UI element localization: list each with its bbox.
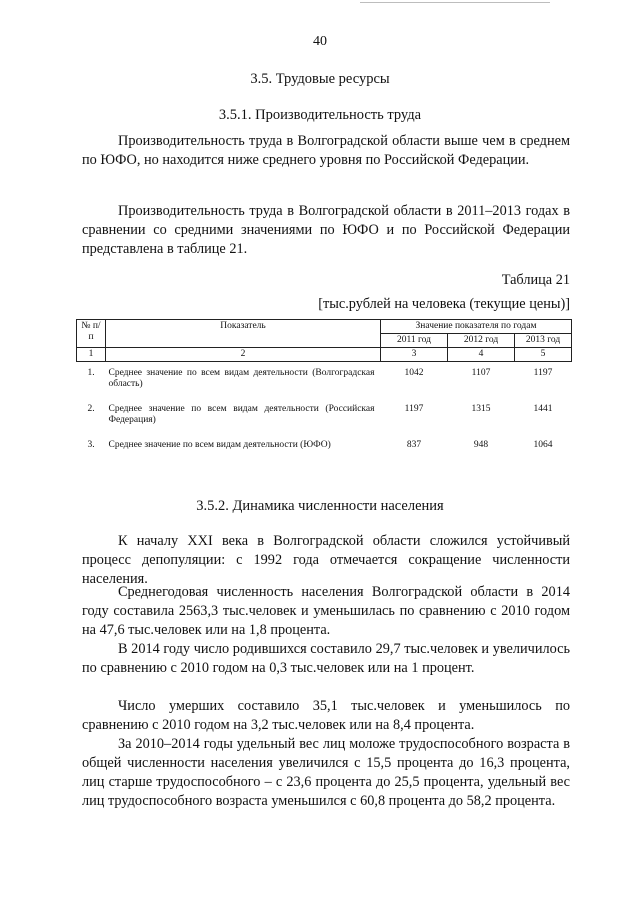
row-indicator: Среднее значение по всем видам деятельности (Волгоградская область) xyxy=(108,368,375,389)
paragraph: Производительность труда в Волгоградской области выше чем в среднем по ЮФО, но находится ниже среднего уровня по Российской Федерации. xyxy=(82,133,570,168)
header-col-no: № п/п xyxy=(77,320,106,348)
productivity-table xyxy=(76,319,572,459)
paragraph: За 2010–2014 годы удельный вес лиц моложе трудоспособного возраста в общей численности населения увеличился с 15,5 процента до 16,3 процента, лиц старше трудоспособного – с 23,6 процента до 25,5 процента, удельный вес лиц трудоспособного возраста уменьшился с 60,8 процента до 58,2 процента. xyxy=(82,736,570,809)
row-indicator: Среднее значение по всем видам деятельности (ЮФО) xyxy=(108,440,331,450)
row-value: 1315 xyxy=(471,404,491,414)
row-number: 2. xyxy=(87,404,95,414)
paragraph: Производительность труда в Волгоградской области в 2011–2013 годах в сравнении со средними значениями по ЮФО и по Российской Федерации представлена в таблице 21. xyxy=(82,203,570,257)
row-indicator: Среднее значение по всем видам деятельности (Российская Федерация) xyxy=(108,404,375,425)
page-number: 40 xyxy=(313,34,327,49)
column-number: 3 xyxy=(381,348,448,362)
row-value: 1107 xyxy=(471,368,491,378)
subsection-title-population: 3.5.2. Динамика численности населения xyxy=(196,498,444,514)
column-number-row xyxy=(77,348,572,362)
paragraph: К началу XXI века в Волгоградской области сложился устойчивый процесс депопуляции: с 1992 года отмечается сокращение численности населения. xyxy=(82,533,570,587)
row-number: 3. xyxy=(87,440,95,450)
paragraph: В 2014 году число родившихся составило 29,7 тыс.человек и увеличилось по сравнению с 2010 годом на 0,3 тыс.человек или на 1 процент. xyxy=(82,641,570,676)
paragraph: Число умерших составило 35,1 тыс.человек и уменьшилось по сравнению с 2010 годом на 3,2 тыс.человек или на 8,4 процента. xyxy=(82,698,570,733)
row-value: 1197 xyxy=(404,404,424,414)
column-number: 5 xyxy=(515,348,572,362)
header-col-values: Значение показателя по годам xyxy=(381,320,572,334)
subsection-title-productivity: 3.5.1. Производительность труда xyxy=(218,107,422,123)
header-year: 2013 год xyxy=(515,334,572,348)
row-value: 948 xyxy=(473,440,489,450)
section-title: 3.5. Трудовые ресурсы xyxy=(250,71,390,87)
table-units: [тыс.рублей на человека (текущие цены)] xyxy=(318,296,570,312)
column-number: 4 xyxy=(448,348,515,362)
top-rule xyxy=(360,2,550,3)
paragraph: Среднегодовая численность населения Волгоградской области в 2014 году составила 2563,3 тыс.человек и уменьшилась по сравнению с 2010 годом на 47,6 тыс.человек или на 1,8 процента. xyxy=(82,584,570,638)
column-number: 2 xyxy=(106,348,381,362)
row-value: 1064 xyxy=(533,440,553,450)
column-number: 1 xyxy=(77,348,106,362)
row-value: 1197 xyxy=(533,368,553,378)
table-row xyxy=(77,398,572,434)
row-value: 1441 xyxy=(533,404,553,414)
header-col-indicator: Показатель xyxy=(106,320,381,348)
header-year: 2011 год xyxy=(381,334,448,348)
row-value: 1042 xyxy=(404,368,424,378)
header-year: 2012 год xyxy=(448,334,515,348)
row-value: 837 xyxy=(406,440,422,450)
row-number: 1. xyxy=(87,368,95,378)
table-caption: Таблица 21 xyxy=(501,272,570,288)
table-row xyxy=(77,434,572,459)
table-row xyxy=(77,362,572,399)
